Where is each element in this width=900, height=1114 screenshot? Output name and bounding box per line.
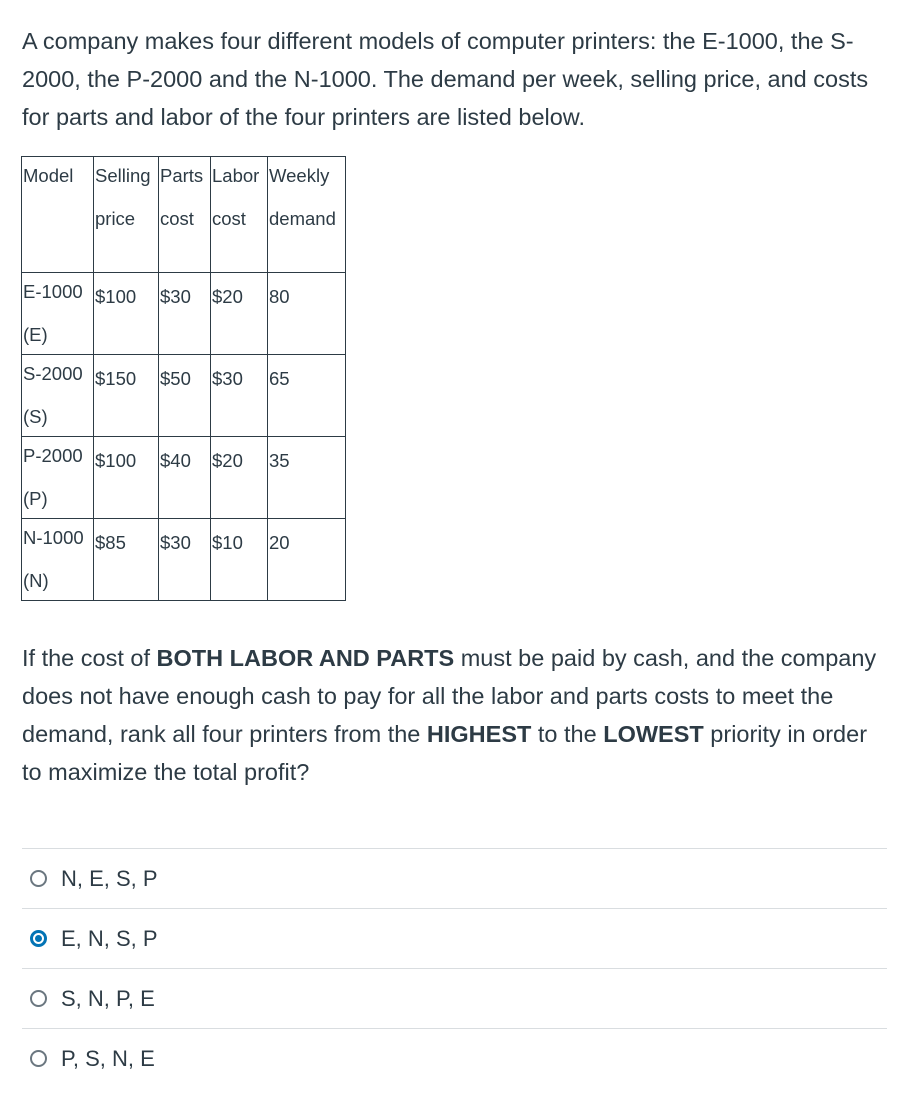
cell-demand: 35 [268, 437, 346, 519]
cell-model: E-1000 (E) [22, 273, 94, 355]
table-header-row [22, 157, 346, 273]
answer-option-3[interactable] [22, 968, 887, 1028]
cell-demand: 65 [268, 355, 346, 437]
cell-model: S-2000 (S) [22, 355, 94, 437]
cell-demand: 20 [268, 519, 346, 601]
answer-option-1[interactable] [22, 848, 887, 908]
answer-option-4[interactable] [22, 1028, 887, 1088]
radio-button[interactable] [30, 870, 47, 887]
emphasis-lowest: LOWEST [603, 721, 704, 747]
answer-options [22, 848, 887, 1088]
radio-button[interactable] [30, 1050, 47, 1067]
question-intro: A company makes four different models of computer printers: the E-1000, the S-2000, the P-2000 and the N-1000. The demand per week, selling price, and costs for parts and labor of the four printers are listed below. [22, 28, 869, 130]
emphasis-labor-parts: BOTH LABOR AND PARTS [156, 645, 455, 671]
question-text: If the cost of BOTH LABOR AND PARTS must be paid by cash, and the company does not have enough cash to pay for all the labor and parts costs to meet the demand, rank all four printers from the HIGHEST to the LOWEST priority in order to maximize the total profit? [22, 645, 877, 785]
cell-labor: $30 [211, 355, 268, 437]
cell-parts: $40 [159, 437, 211, 519]
table-row [22, 519, 346, 601]
radio-button[interactable] [30, 930, 47, 947]
cell-price: $85 [94, 519, 159, 601]
table-row [22, 355, 346, 437]
emphasis-highest: HIGHEST [426, 721, 532, 747]
radio-button[interactable] [30, 990, 47, 1007]
table-row [22, 437, 346, 519]
answer-label: E, N, S, P [61, 925, 158, 951]
answer-option-2[interactable] [22, 908, 887, 968]
header-weekly-demand: Weekly demand [268, 157, 346, 273]
answer-label: P, S, N, E [61, 1045, 155, 1071]
cell-parts: $30 [159, 519, 211, 601]
cell-labor: $10 [211, 519, 268, 601]
header-selling-price: Selling price [94, 157, 159, 273]
cell-price: $100 [94, 273, 159, 355]
cell-price: $100 [94, 437, 159, 519]
cell-labor: $20 [211, 273, 268, 355]
table-row [22, 273, 346, 355]
header-model: Model [22, 157, 94, 273]
answer-label: S, N, P, E [61, 985, 155, 1011]
cell-demand: 80 [268, 273, 346, 355]
answer-label: N, E, S, P [61, 865, 158, 891]
cell-model: N-1000 (N) [22, 519, 94, 601]
cell-price: $150 [94, 355, 159, 437]
printer-data-table [21, 156, 346, 601]
header-parts-cost: Parts cost [159, 157, 211, 273]
cell-parts: $50 [159, 355, 211, 437]
cell-parts: $30 [159, 273, 211, 355]
cell-model: P-2000 (P) [22, 437, 94, 519]
cell-labor: $20 [211, 437, 268, 519]
header-labor-cost: Labor cost [211, 157, 268, 273]
